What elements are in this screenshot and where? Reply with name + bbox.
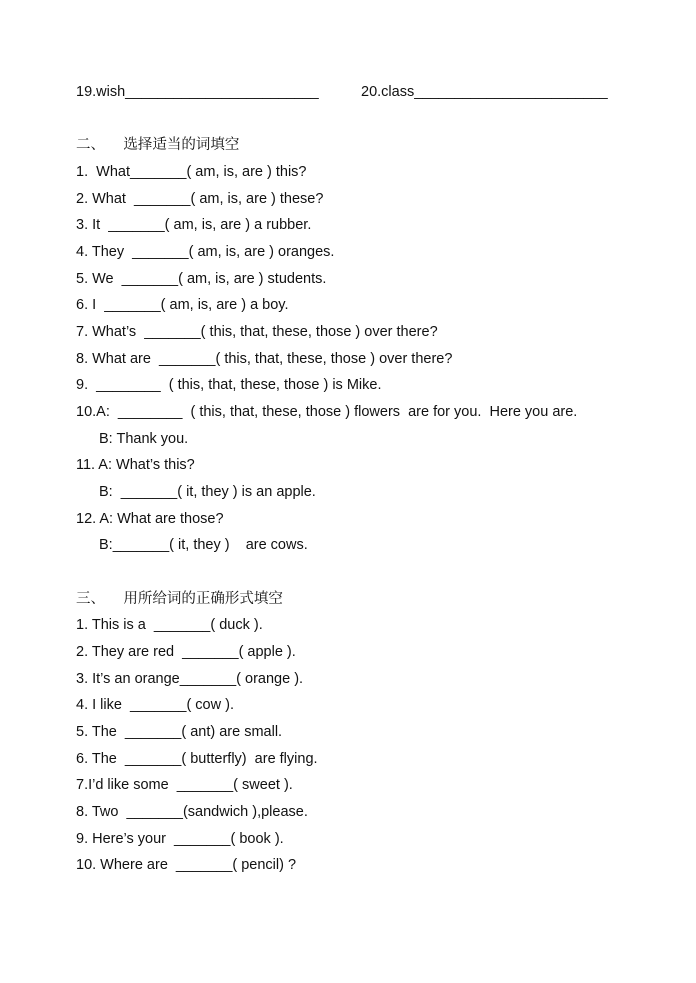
s2-question-4: 4. They _______( am, is, are ) oranges. — [76, 244, 335, 260]
s2-question-11a: 11. A: What’s this? — [76, 457, 195, 473]
item-19-wish: 19.wish________________________ — [76, 84, 319, 100]
s3-question-1: 1. This is a _______( duck ). — [76, 617, 263, 633]
s3-question-3: 3. It’s an orange_______( orange ). — [76, 671, 304, 687]
s2-question-10b: B: Thank you. — [99, 431, 189, 447]
section-2-heading: 二、 选择适当的词填空 — [76, 137, 240, 153]
s3-question-2: 2. They are red _______( apple ). — [76, 644, 296, 660]
section-3-heading: 三、 用所给词的正确形式填空 — [76, 591, 283, 607]
s2-question-6: 6. I _______( am, is, are ) a boy. — [76, 297, 289, 313]
s2-question-8: 8. What are _______( this, that, these, those ) over there? — [76, 351, 453, 367]
s3-question-9: 9. Here’s your _______( book ). — [76, 831, 284, 847]
s2-question-12b: B:_______( it, they ) are cows. — [99, 537, 308, 553]
s3-question-4: 4. I like _______( cow ). — [76, 697, 234, 713]
s2-question-5: 5. We _______( am, is, are ) students. — [76, 271, 327, 287]
s2-question-1: 1. What_______( am, is, are ) this? — [76, 164, 307, 180]
s2-question-2: 2. What _______( am, is, are ) these? — [76, 191, 324, 207]
s3-question-8: 8. Two _______(sandwich ),please. — [76, 804, 308, 820]
s3-question-7: 7.I’d like some _______( sweet ). — [76, 777, 293, 793]
s3-question-5: 5. The _______( ant) are small. — [76, 724, 283, 740]
s2-question-12a: 12. A: What are those? — [76, 511, 224, 527]
s2-question-11b: B: _______( it, they ) is an apple. — [99, 484, 316, 500]
s3-question-10: 10. Where are _______( pencil) ? — [76, 857, 297, 873]
s3-question-6: 6. The _______( butterfly) are flying. — [76, 751, 318, 767]
s2-question-10a: 10.A: ________ ( this, that, these, those ) flowers are for you. Here you are. — [76, 404, 578, 420]
item-20-class: 20.class________________________ — [361, 84, 608, 100]
s2-question-3: 3. It _______( am, is, are ) a rubber. — [76, 217, 312, 233]
s2-question-9: 9. ________ ( this, that, these, those ) is Mike. — [76, 377, 382, 393]
s2-question-7: 7. What’s _______( this, that, these, those ) over there? — [76, 324, 438, 340]
